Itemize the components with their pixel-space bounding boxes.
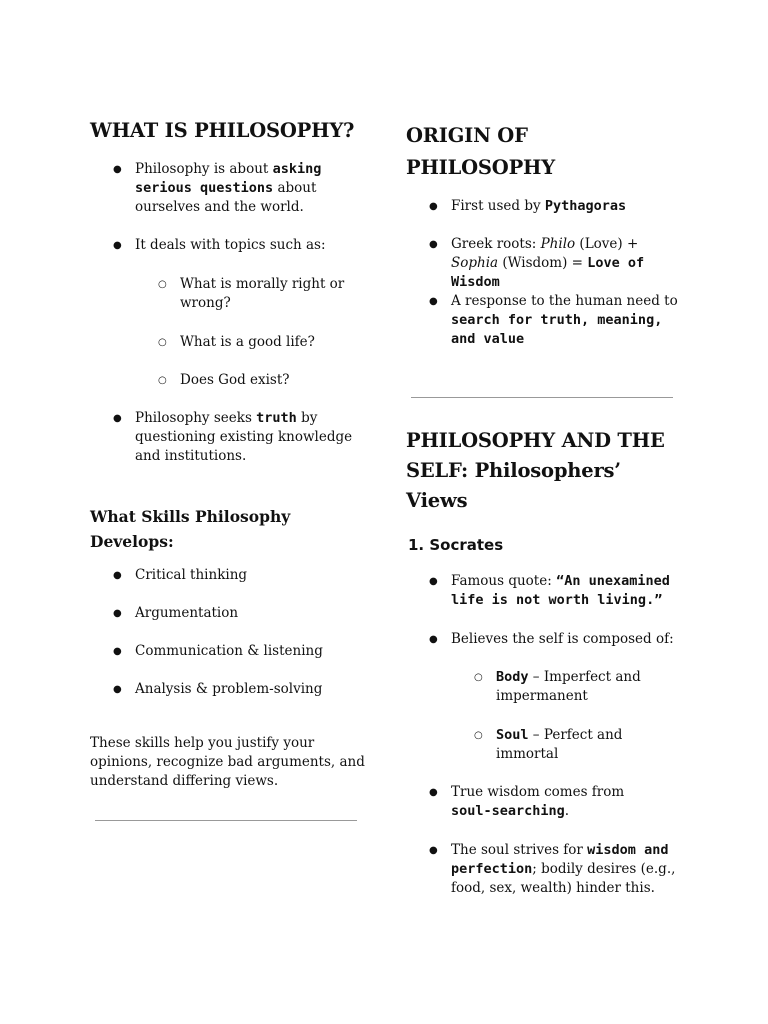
skills-closing-paragraph: These skills help you justify your opinions, recognize bad arguments, and understand differing views. xyxy=(90,735,365,789)
list-item: ● First used by Pythagoras xyxy=(406,197,681,216)
list-item: ● Believes the self is composed of: xyxy=(406,630,681,649)
skills-list xyxy=(90,566,370,699)
topics-sub-list xyxy=(90,275,370,313)
socrates-self-list xyxy=(406,630,681,649)
sub-list-item: ○ What is morally right or wrong? xyxy=(90,275,370,313)
wisdom-list xyxy=(406,783,681,821)
divider xyxy=(411,397,673,398)
list-item: ● The soul strives for wisdom and perfection; bodily desires (e.g., food, sex, wealth) hinder this. xyxy=(406,841,681,898)
list-item: ● Philosophy is about asking serious questions about ourselves and the world. xyxy=(90,160,370,217)
sub-list-item: ○ What is a good life? xyxy=(90,333,370,352)
socrates-list xyxy=(406,572,681,610)
section-title-self: PHILOSOPHY AND THE SELF: Philosophers’ Views xyxy=(406,429,665,512)
skill-item: ● Argumentation xyxy=(90,604,370,623)
sub-list-item: ○ Body – Imperfect and impermanent xyxy=(406,668,681,706)
list-item: ● Famous quote: “An unexamined life is not worth living.” xyxy=(406,572,681,610)
divider xyxy=(95,820,357,821)
skills-heading: What Skills Philosophy Develops: xyxy=(90,507,291,551)
origin-response-list xyxy=(406,292,681,349)
section-title-origin: ORIGIN OF PHILOSOPHY xyxy=(406,124,555,179)
origin-roots-list xyxy=(406,235,681,292)
topics-sub-list-2 xyxy=(90,333,370,352)
skill-item: ● Communication & listening xyxy=(90,642,370,661)
soul-strives-list xyxy=(406,841,681,898)
origin-list xyxy=(406,197,681,216)
self-components-list-2 xyxy=(406,726,681,764)
topics-sub-list-3 xyxy=(90,371,370,390)
self-components-list xyxy=(406,668,681,706)
philosophy-topics-intro xyxy=(90,236,370,255)
list-item: ● A response to the human need to search for truth, meaning, and value xyxy=(406,292,681,349)
philosophy-bullet-list xyxy=(90,160,370,217)
sub-list-item: ○ Does God exist? xyxy=(90,371,370,390)
philosophy-truth-list xyxy=(90,409,360,466)
list-item: ● Greek roots: Philo (Love) + Sophia (Wisdom) = Love of Wisdom xyxy=(406,235,681,292)
skill-item: ● Critical thinking xyxy=(90,566,370,585)
list-item: ● True wisdom comes from soul-searching. xyxy=(406,783,681,821)
section-title-what-is-philosophy: WHAT IS PHILOSOPHY? xyxy=(90,119,355,142)
sub-list-item: ○ Soul – Perfect and immortal xyxy=(406,726,681,764)
list-item: ● It deals with topics such as: xyxy=(90,236,370,255)
list-item: ● Philosophy seeks truth by questioning existing knowledge and institutions. xyxy=(90,409,360,466)
skill-item: ● Analysis & problem-solving xyxy=(90,680,370,699)
socrates-heading: 1. Socrates xyxy=(408,536,504,554)
